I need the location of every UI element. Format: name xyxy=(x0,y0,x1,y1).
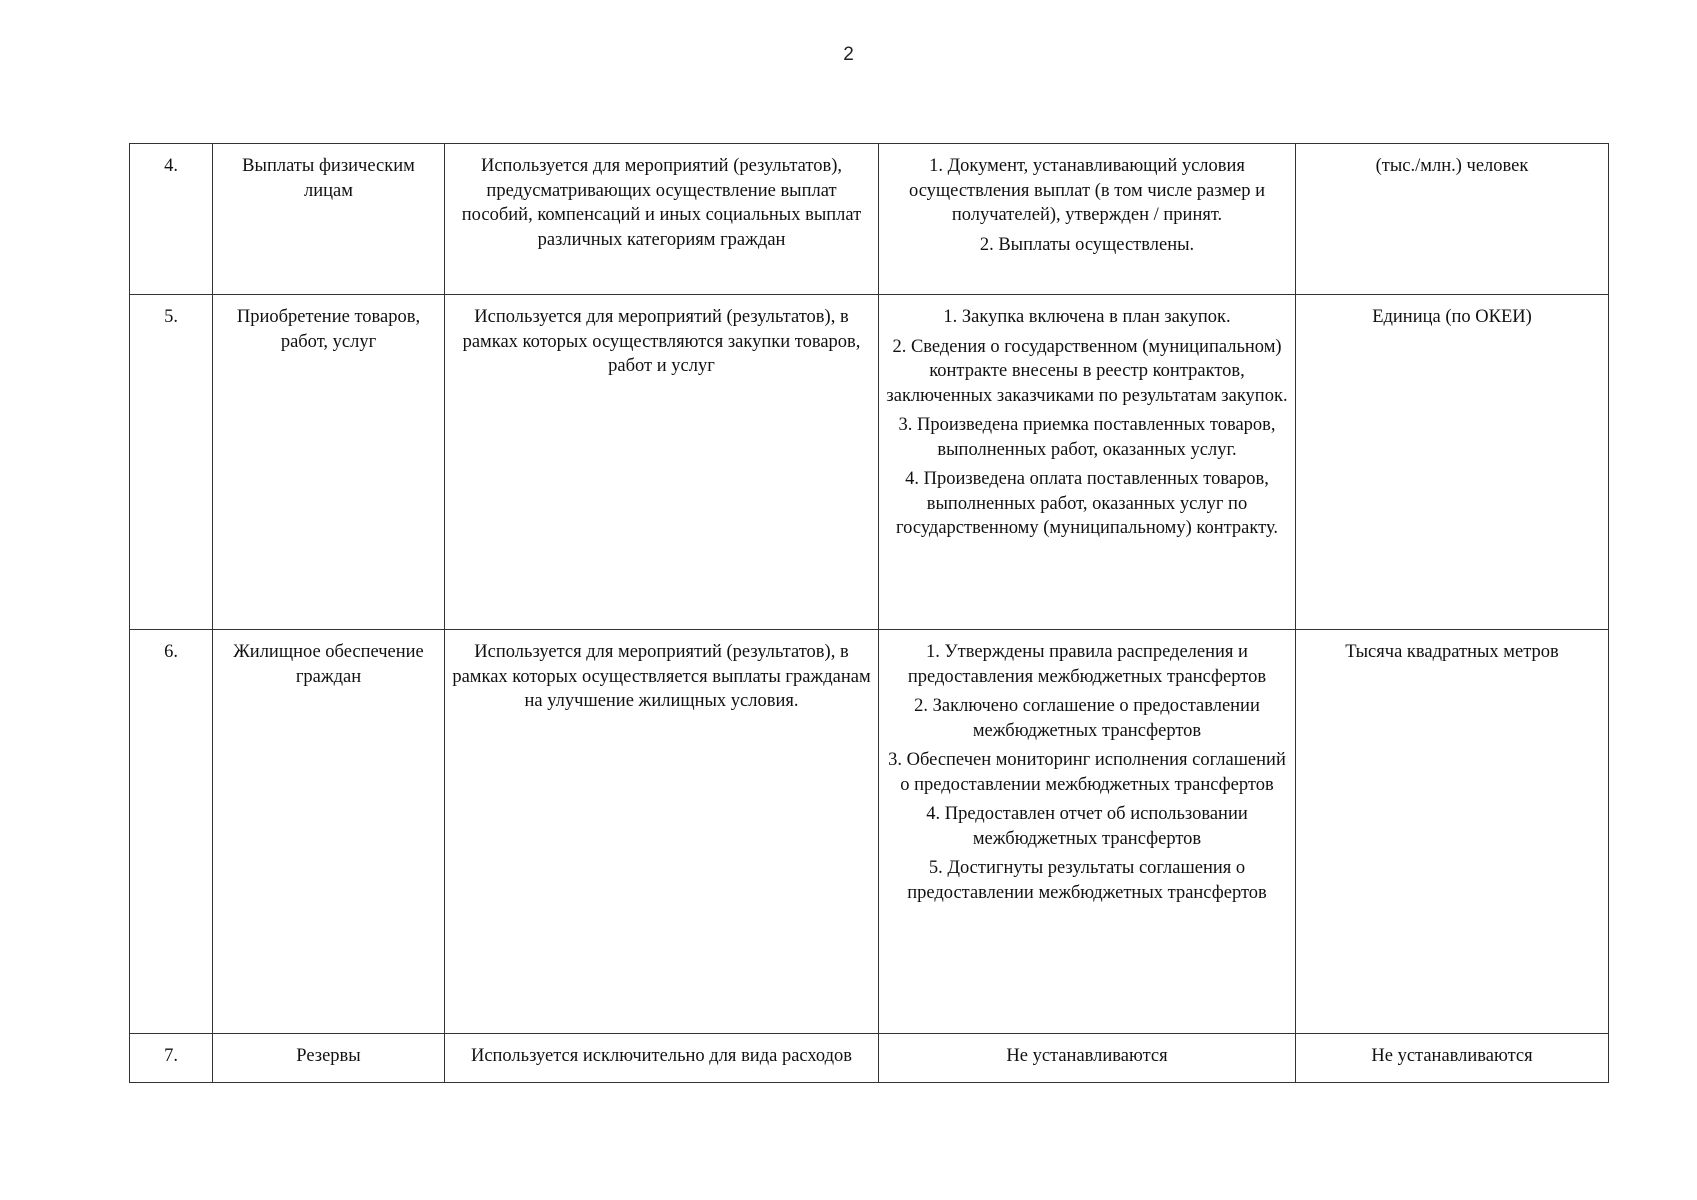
control-event: 3. Произведена приемка поставленных товаров, выполненных работ, оказанных услуг. xyxy=(898,415,1276,460)
usage-description: Используется для мероприятий (результатов), в рамках которых осуществляются закупки товаров, работ и услуг xyxy=(445,295,879,630)
table-row xyxy=(130,1034,1609,1083)
control-event: 1. Закупка включена в план закупок. xyxy=(943,307,1231,327)
control-event: 1. Утверждены правила распределения и предоставления межбюджетных трансфертов xyxy=(907,642,1267,687)
unit-of-measure: (тыс./млн.) человек xyxy=(1296,144,1609,295)
expense-type-name: Резервы xyxy=(213,1034,445,1083)
control-event: Не устанавливаются xyxy=(1006,1046,1168,1066)
usage-description: Используется для мероприятий (результатов), предусматривающих осуществление выплат пособий, компенсаций и иных социальных выплат различных категориям граждан xyxy=(445,144,879,295)
row-number: 4. xyxy=(130,144,213,295)
expense-types-table xyxy=(129,143,1609,1083)
control-event: 1. Документ, устанавливающий условия осуществления выплат (в том числе размер и получателей), утвержден / принят. xyxy=(908,156,1266,225)
control-events-cell xyxy=(879,144,1296,295)
control-event: 3. Обеспечен мониторинг исполнения соглашений о предоставлении межбюджетных трансфертов xyxy=(888,750,1286,795)
expense-type-name: Выплаты физическим лицам xyxy=(213,144,445,295)
table-row xyxy=(130,630,1609,1034)
unit-of-measure: Единица (по ОКЕИ) xyxy=(1296,295,1609,630)
row-number: 7. xyxy=(130,1034,213,1083)
control-event: 4. Предоставлен отчет об использовании межбюджетных трансфертов xyxy=(926,804,1248,849)
control-event: 2. Заключено соглашение о предоставлении межбюджетных трансфертов xyxy=(914,696,1260,741)
expense-type-name: Жилищное обеспечение граждан xyxy=(213,630,445,1034)
usage-description: Используется исключительно для вида расходов xyxy=(445,1034,879,1083)
control-event: 2. Выплаты осуществлены. xyxy=(979,234,1195,255)
control-event: 5. Достигнуты результаты соглашения о предоставлении межбюджетных трансфертов xyxy=(907,858,1267,903)
usage-description: Используется для мероприятий (результатов), в рамках которых осуществляется выплаты гражданам на улучшение жилищных условия. xyxy=(445,630,879,1034)
table-row xyxy=(130,295,1609,630)
table-row xyxy=(130,144,1609,295)
row-number: 5. xyxy=(130,295,213,630)
control-events-cell xyxy=(879,630,1296,1034)
control-events-cell xyxy=(879,1034,1296,1083)
control-events-cell xyxy=(879,295,1296,630)
unit-of-measure: Не устанавливаются xyxy=(1296,1034,1609,1083)
control-event: 4. Произведена оплата поставленных товаров, выполненных работ, оказанных услуг по государственному (муниципальному) контракту. xyxy=(896,469,1278,538)
unit-of-measure: Тысяча квадратных метров xyxy=(1296,630,1609,1034)
row-number: 6. xyxy=(130,630,213,1034)
expense-type-name: Приобретение товаров, работ, услуг xyxy=(213,295,445,630)
control-event: 2. Сведения о государственном (муниципальном) контракте внесены в реестр контрактов, заключенных заказчиками по результатам закупок. xyxy=(886,336,1288,406)
page-number: 2 xyxy=(843,44,854,65)
